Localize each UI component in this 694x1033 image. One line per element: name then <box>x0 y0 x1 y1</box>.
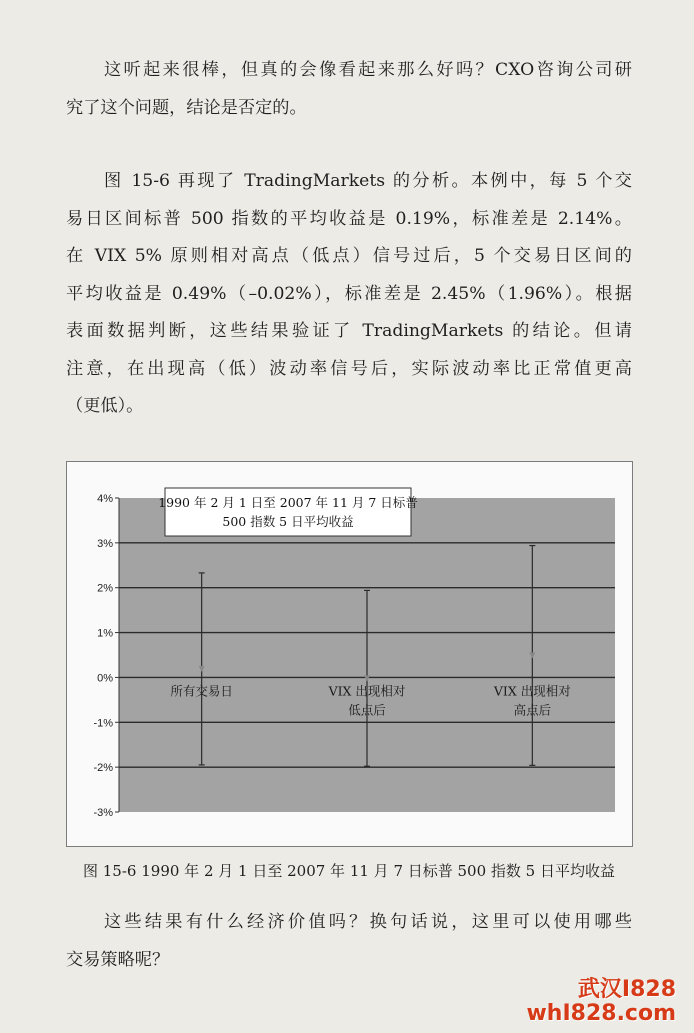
text-line: 交易策略呢？ <box>66 949 170 970</box>
y-tick-label: 0% <box>97 672 113 685</box>
category-label: 高点后 <box>513 702 552 718</box>
watermark-line: whI828.com <box>526 1001 676 1026</box>
text-line: 平均收益是 0.49%（–0.02%），标准差是 2.45%（1.96%）。根据 <box>66 283 632 304</box>
category-label: VIX 出现相对 <box>493 683 571 699</box>
watermark-line: 武汉I828 <box>577 977 676 1002</box>
figure-chart <box>66 461 633 847</box>
category-label: 低点后 <box>348 702 386 718</box>
text-line: 这听起来很棒，但真的会像看起来那么好吗？CXO咨询公司研 <box>104 60 632 80</box>
figure-caption: 图 15-6 1990 年 2 月 1 日至 2007 年 11 月 7 日标普 500 指数 5 日平均收益 <box>83 862 615 880</box>
error-bar-chart <box>67 462 632 846</box>
paragraph-intro <box>66 52 632 127</box>
y-tick-label: -3% <box>93 807 113 819</box>
y-tick-label: 4% <box>97 493 113 505</box>
text-line: 易日区间标普 500 指数的平均收益是 0.19%，标准差是 2.14%。 <box>66 208 632 229</box>
watermark-logo <box>526 978 676 1026</box>
category-label: VIX 出现相对 <box>328 683 406 699</box>
paragraph-analysis <box>66 163 632 426</box>
chart-title: 500 指数 5 日平均收益 <box>222 514 354 529</box>
text-line: （更低）。 <box>66 396 144 416</box>
y-tick-label: -2% <box>93 762 113 775</box>
paragraph-question <box>66 904 632 979</box>
text-line: 图 15-6 再现了 TradingMarkets 的分析。本例中，每 5 个交 <box>104 171 632 191</box>
y-tick-label: 1% <box>97 627 113 640</box>
chart-title: 1990 年 2 月 1 日至 2007 年 11 月 7 日标普 <box>158 495 418 510</box>
text-line: 注意，在出现高（低）波动率信号后，实际波动率比正常值更高 <box>66 358 632 379</box>
y-tick-label: 2% <box>97 582 113 595</box>
y-tick-label: 3% <box>97 537 113 550</box>
text-line: 表面数据判断，这些结果验证了 TradingMarkets 的结论。但请 <box>66 321 632 341</box>
y-tick-label: -1% <box>93 717 113 730</box>
text-line: 究了这个问题，结论是否定的。 <box>66 97 307 118</box>
text-line: 在 VIX 5% 原则相对高点（低点）信号过后，5 个交易日区间的 <box>66 246 632 266</box>
text-line: 这些结果有什么经济价值吗？换句话说，这里可以使用哪些 <box>104 912 632 932</box>
category-label: 所有交易日 <box>170 683 233 699</box>
